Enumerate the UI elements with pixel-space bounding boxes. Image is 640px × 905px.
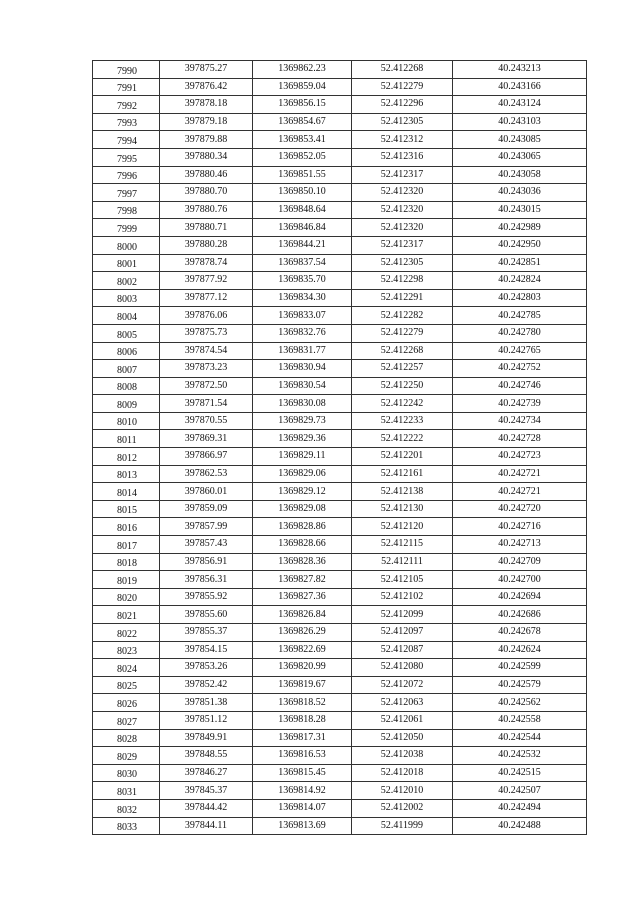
longitude-cell: 40.243213 bbox=[453, 61, 587, 79]
point-number-cell: 8018 bbox=[93, 553, 160, 571]
latitude-cell: 52.412038 bbox=[352, 747, 453, 765]
point-number-cell: 7997 bbox=[93, 184, 160, 202]
y-coordinate-cell: 1369853.41 bbox=[253, 131, 352, 149]
longitude-cell: 40.242507 bbox=[453, 782, 587, 800]
latitude-cell: 52.412279 bbox=[352, 78, 453, 96]
point-number-cell: 8019 bbox=[93, 571, 160, 589]
table-row bbox=[93, 764, 587, 782]
latitude-cell: 52.412087 bbox=[352, 641, 453, 659]
longitude-cell: 40.242723 bbox=[453, 448, 587, 466]
x-coordinate-cell: 397880.34 bbox=[160, 148, 253, 166]
x-coordinate-cell: 397862.53 bbox=[160, 465, 253, 483]
latitude-cell: 52.412080 bbox=[352, 659, 453, 677]
longitude-cell: 40.242579 bbox=[453, 676, 587, 694]
longitude-cell: 40.242544 bbox=[453, 729, 587, 747]
longitude-cell: 40.242599 bbox=[453, 659, 587, 677]
latitude-cell: 52.412279 bbox=[352, 324, 453, 342]
table-row bbox=[93, 782, 587, 800]
point-number-cell: 8032 bbox=[93, 799, 160, 817]
table-row bbox=[93, 676, 587, 694]
point-number-cell: 8003 bbox=[93, 289, 160, 307]
table-row bbox=[93, 430, 587, 448]
table-row bbox=[93, 711, 587, 729]
latitude-cell: 52.412320 bbox=[352, 201, 453, 219]
y-coordinate-cell: 1369829.73 bbox=[253, 412, 352, 430]
longitude-cell: 40.242721 bbox=[453, 483, 587, 501]
latitude-cell: 52.412257 bbox=[352, 360, 453, 378]
latitude-cell: 52.412010 bbox=[352, 782, 453, 800]
y-coordinate-cell: 1369837.54 bbox=[253, 254, 352, 272]
x-coordinate-cell: 397860.01 bbox=[160, 483, 253, 501]
point-number-cell: 8000 bbox=[93, 236, 160, 254]
latitude-cell: 52.412305 bbox=[352, 254, 453, 272]
point-number-cell: 7996 bbox=[93, 166, 160, 184]
latitude-cell: 52.412312 bbox=[352, 131, 453, 149]
point-number-cell: 8028 bbox=[93, 729, 160, 747]
table-row bbox=[93, 747, 587, 765]
table-row bbox=[93, 606, 587, 624]
x-coordinate-cell: 397876.42 bbox=[160, 78, 253, 96]
x-coordinate-cell: 397877.12 bbox=[160, 289, 253, 307]
y-coordinate-cell: 1369814.07 bbox=[253, 799, 352, 817]
point-number-cell: 7998 bbox=[93, 201, 160, 219]
longitude-cell: 40.242700 bbox=[453, 571, 587, 589]
point-number-cell: 8026 bbox=[93, 694, 160, 712]
x-coordinate-cell: 397875.27 bbox=[160, 61, 253, 79]
point-number-cell: 8010 bbox=[93, 412, 160, 430]
latitude-cell: 52.412291 bbox=[352, 289, 453, 307]
longitude-cell: 40.242780 bbox=[453, 324, 587, 342]
point-number-cell: 8029 bbox=[93, 747, 160, 765]
x-coordinate-cell: 397851.12 bbox=[160, 711, 253, 729]
y-coordinate-cell: 1369835.70 bbox=[253, 272, 352, 290]
y-coordinate-cell: 1369820.99 bbox=[253, 659, 352, 677]
longitude-cell: 40.243103 bbox=[453, 113, 587, 131]
x-coordinate-cell: 397866.97 bbox=[160, 448, 253, 466]
y-coordinate-cell: 1369828.66 bbox=[253, 536, 352, 554]
longitude-cell: 40.242716 bbox=[453, 518, 587, 536]
x-coordinate-cell: 397879.18 bbox=[160, 113, 253, 131]
latitude-cell: 52.412050 bbox=[352, 729, 453, 747]
point-number-cell: 7995 bbox=[93, 148, 160, 166]
y-coordinate-cell: 1369814.92 bbox=[253, 782, 352, 800]
y-coordinate-cell: 1369859.04 bbox=[253, 78, 352, 96]
latitude-cell: 52.412233 bbox=[352, 412, 453, 430]
longitude-cell: 40.242803 bbox=[453, 289, 587, 307]
table-row bbox=[93, 148, 587, 166]
table-row bbox=[93, 324, 587, 342]
table-row bbox=[93, 166, 587, 184]
table-row bbox=[93, 236, 587, 254]
y-coordinate-cell: 1369818.28 bbox=[253, 711, 352, 729]
longitude-cell: 40.242694 bbox=[453, 588, 587, 606]
x-coordinate-cell: 397880.70 bbox=[160, 184, 253, 202]
longitude-cell: 40.243065 bbox=[453, 148, 587, 166]
table-row bbox=[93, 272, 587, 290]
latitude-cell: 52.412268 bbox=[352, 342, 453, 360]
point-number-cell: 8025 bbox=[93, 676, 160, 694]
x-coordinate-cell: 397844.42 bbox=[160, 799, 253, 817]
x-coordinate-cell: 397876.06 bbox=[160, 307, 253, 325]
y-coordinate-cell: 1369826.29 bbox=[253, 624, 352, 642]
latitude-cell: 52.412099 bbox=[352, 606, 453, 624]
point-number-cell: 8021 bbox=[93, 606, 160, 624]
x-coordinate-cell: 397878.18 bbox=[160, 96, 253, 114]
longitude-cell: 40.243058 bbox=[453, 166, 587, 184]
table-row bbox=[93, 817, 587, 835]
y-coordinate-cell: 1369818.52 bbox=[253, 694, 352, 712]
x-coordinate-cell: 397853.26 bbox=[160, 659, 253, 677]
coordinate-table bbox=[92, 60, 587, 835]
point-number-cell: 8006 bbox=[93, 342, 160, 360]
x-coordinate-cell: 397878.74 bbox=[160, 254, 253, 272]
latitude-cell: 52.412305 bbox=[352, 113, 453, 131]
latitude-cell: 52.412268 bbox=[352, 61, 453, 79]
latitude-cell: 52.412320 bbox=[352, 219, 453, 237]
point-number-cell: 8013 bbox=[93, 465, 160, 483]
x-coordinate-cell: 397849.91 bbox=[160, 729, 253, 747]
y-coordinate-cell: 1369829.36 bbox=[253, 430, 352, 448]
y-coordinate-cell: 1369827.36 bbox=[253, 588, 352, 606]
x-coordinate-cell: 397857.43 bbox=[160, 536, 253, 554]
y-coordinate-cell: 1369852.05 bbox=[253, 148, 352, 166]
y-coordinate-cell: 1369829.06 bbox=[253, 465, 352, 483]
x-coordinate-cell: 397877.92 bbox=[160, 272, 253, 290]
x-coordinate-cell: 397855.60 bbox=[160, 606, 253, 624]
y-coordinate-cell: 1369816.53 bbox=[253, 747, 352, 765]
latitude-cell: 52.412201 bbox=[352, 448, 453, 466]
table-row bbox=[93, 184, 587, 202]
x-coordinate-cell: 397845.37 bbox=[160, 782, 253, 800]
point-number-cell: 8015 bbox=[93, 500, 160, 518]
point-number-cell: 8030 bbox=[93, 764, 160, 782]
latitude-cell: 52.412097 bbox=[352, 624, 453, 642]
y-coordinate-cell: 1369832.76 bbox=[253, 324, 352, 342]
coordinate-table-body bbox=[93, 61, 587, 835]
x-coordinate-cell: 397874.54 bbox=[160, 342, 253, 360]
point-number-cell: 8005 bbox=[93, 324, 160, 342]
x-coordinate-cell: 397851.38 bbox=[160, 694, 253, 712]
table-row bbox=[93, 78, 587, 96]
point-number-cell: 8016 bbox=[93, 518, 160, 536]
table-row bbox=[93, 342, 587, 360]
table-row bbox=[93, 483, 587, 501]
point-number-cell: 8014 bbox=[93, 483, 160, 501]
table-row bbox=[93, 448, 587, 466]
point-number-cell: 7991 bbox=[93, 78, 160, 96]
latitude-cell: 52.412002 bbox=[352, 799, 453, 817]
longitude-cell: 40.242488 bbox=[453, 817, 587, 835]
point-number-cell: 8011 bbox=[93, 430, 160, 448]
longitude-cell: 40.242765 bbox=[453, 342, 587, 360]
x-coordinate-cell: 397857.99 bbox=[160, 518, 253, 536]
point-number-cell: 8027 bbox=[93, 711, 160, 729]
y-coordinate-cell: 1369854.67 bbox=[253, 113, 352, 131]
y-coordinate-cell: 1369846.84 bbox=[253, 219, 352, 237]
y-coordinate-cell: 1369830.54 bbox=[253, 377, 352, 395]
longitude-cell: 40.242532 bbox=[453, 747, 587, 765]
latitude-cell: 52.412320 bbox=[352, 184, 453, 202]
table-row bbox=[93, 659, 587, 677]
x-coordinate-cell: 397854.15 bbox=[160, 641, 253, 659]
point-number-cell: 8022 bbox=[93, 624, 160, 642]
x-coordinate-cell: 397846.27 bbox=[160, 764, 253, 782]
x-coordinate-cell: 397844.11 bbox=[160, 817, 253, 835]
x-coordinate-cell: 397870.55 bbox=[160, 412, 253, 430]
table-row bbox=[93, 377, 587, 395]
x-coordinate-cell: 397855.92 bbox=[160, 588, 253, 606]
table-row bbox=[93, 588, 587, 606]
x-coordinate-cell: 397880.46 bbox=[160, 166, 253, 184]
table-row bbox=[93, 729, 587, 747]
latitude-cell: 52.412242 bbox=[352, 395, 453, 413]
longitude-cell: 40.243015 bbox=[453, 201, 587, 219]
latitude-cell: 52.412250 bbox=[352, 377, 453, 395]
x-coordinate-cell: 397880.28 bbox=[160, 236, 253, 254]
table-row bbox=[93, 571, 587, 589]
table-row bbox=[93, 500, 587, 518]
latitude-cell: 52.412296 bbox=[352, 96, 453, 114]
x-coordinate-cell: 397879.88 bbox=[160, 131, 253, 149]
x-coordinate-cell: 397871.54 bbox=[160, 395, 253, 413]
longitude-cell: 40.242721 bbox=[453, 465, 587, 483]
longitude-cell: 40.242562 bbox=[453, 694, 587, 712]
latitude-cell: 52.412161 bbox=[352, 465, 453, 483]
table-row bbox=[93, 553, 587, 571]
x-coordinate-cell: 397855.37 bbox=[160, 624, 253, 642]
y-coordinate-cell: 1369831.77 bbox=[253, 342, 352, 360]
table-row bbox=[93, 694, 587, 712]
y-coordinate-cell: 1369862.23 bbox=[253, 61, 352, 79]
longitude-cell: 40.242950 bbox=[453, 236, 587, 254]
latitude-cell: 52.412298 bbox=[352, 272, 453, 290]
latitude-cell: 52.412282 bbox=[352, 307, 453, 325]
point-number-cell: 8004 bbox=[93, 307, 160, 325]
point-number-cell: 8002 bbox=[93, 272, 160, 290]
latitude-cell: 52.412316 bbox=[352, 148, 453, 166]
point-number-cell: 7992 bbox=[93, 96, 160, 114]
latitude-cell: 52.412317 bbox=[352, 166, 453, 184]
x-coordinate-cell: 397852.42 bbox=[160, 676, 253, 694]
longitude-cell: 40.243085 bbox=[453, 131, 587, 149]
longitude-cell: 40.243036 bbox=[453, 184, 587, 202]
x-coordinate-cell: 397869.31 bbox=[160, 430, 253, 448]
table-row bbox=[93, 219, 587, 237]
point-number-cell: 7999 bbox=[93, 219, 160, 237]
longitude-cell: 40.242558 bbox=[453, 711, 587, 729]
table-row bbox=[93, 131, 587, 149]
longitude-cell: 40.242720 bbox=[453, 500, 587, 518]
latitude-cell: 52.412111 bbox=[352, 553, 453, 571]
x-coordinate-cell: 397856.91 bbox=[160, 553, 253, 571]
x-coordinate-cell: 397880.71 bbox=[160, 219, 253, 237]
table-row bbox=[93, 395, 587, 413]
y-coordinate-cell: 1369827.82 bbox=[253, 571, 352, 589]
latitude-cell: 52.412120 bbox=[352, 518, 453, 536]
longitude-cell: 40.242989 bbox=[453, 219, 587, 237]
longitude-cell: 40.242709 bbox=[453, 553, 587, 571]
point-number-cell: 8024 bbox=[93, 659, 160, 677]
point-number-cell: 8008 bbox=[93, 377, 160, 395]
longitude-cell: 40.243124 bbox=[453, 96, 587, 114]
table-row bbox=[93, 518, 587, 536]
longitude-cell: 40.243166 bbox=[453, 78, 587, 96]
y-coordinate-cell: 1369833.07 bbox=[253, 307, 352, 325]
table-row bbox=[93, 536, 587, 554]
point-number-cell: 8023 bbox=[93, 641, 160, 659]
longitude-cell: 40.242624 bbox=[453, 641, 587, 659]
latitude-cell: 52.412115 bbox=[352, 536, 453, 554]
y-coordinate-cell: 1369819.67 bbox=[253, 676, 352, 694]
longitude-cell: 40.242824 bbox=[453, 272, 587, 290]
table-row bbox=[93, 289, 587, 307]
longitude-cell: 40.242713 bbox=[453, 536, 587, 554]
y-coordinate-cell: 1369851.55 bbox=[253, 166, 352, 184]
latitude-cell: 52.412063 bbox=[352, 694, 453, 712]
longitude-cell: 40.242746 bbox=[453, 377, 587, 395]
latitude-cell: 52.412018 bbox=[352, 764, 453, 782]
latitude-cell: 52.412317 bbox=[352, 236, 453, 254]
y-coordinate-cell: 1369850.10 bbox=[253, 184, 352, 202]
table-row bbox=[93, 360, 587, 378]
table-row bbox=[93, 641, 587, 659]
point-number-cell: 7993 bbox=[93, 113, 160, 131]
x-coordinate-cell: 397880.76 bbox=[160, 201, 253, 219]
table-row bbox=[93, 61, 587, 79]
y-coordinate-cell: 1369813.69 bbox=[253, 817, 352, 835]
longitude-cell: 40.242678 bbox=[453, 624, 587, 642]
x-coordinate-cell: 397856.31 bbox=[160, 571, 253, 589]
point-number-cell: 8012 bbox=[93, 448, 160, 466]
latitude-cell: 52.412102 bbox=[352, 588, 453, 606]
point-number-cell: 8020 bbox=[93, 588, 160, 606]
table-row bbox=[93, 254, 587, 272]
longitude-cell: 40.242686 bbox=[453, 606, 587, 624]
table-row bbox=[93, 624, 587, 642]
x-coordinate-cell: 397875.73 bbox=[160, 324, 253, 342]
longitude-cell: 40.242728 bbox=[453, 430, 587, 448]
x-coordinate-cell: 397859.09 bbox=[160, 500, 253, 518]
longitude-cell: 40.242515 bbox=[453, 764, 587, 782]
y-coordinate-cell: 1369830.94 bbox=[253, 360, 352, 378]
y-coordinate-cell: 1369817.31 bbox=[253, 729, 352, 747]
y-coordinate-cell: 1369828.86 bbox=[253, 518, 352, 536]
y-coordinate-cell: 1369834.30 bbox=[253, 289, 352, 307]
y-coordinate-cell: 1369844.21 bbox=[253, 236, 352, 254]
point-number-cell: 8007 bbox=[93, 360, 160, 378]
longitude-cell: 40.242494 bbox=[453, 799, 587, 817]
y-coordinate-cell: 1369829.08 bbox=[253, 500, 352, 518]
table-row bbox=[93, 307, 587, 325]
table-row bbox=[93, 96, 587, 114]
latitude-cell: 52.411999 bbox=[352, 817, 453, 835]
y-coordinate-cell: 1369829.11 bbox=[253, 448, 352, 466]
point-number-cell: 8001 bbox=[93, 254, 160, 272]
longitude-cell: 40.242739 bbox=[453, 395, 587, 413]
y-coordinate-cell: 1369856.15 bbox=[253, 96, 352, 114]
point-number-cell: 8017 bbox=[93, 536, 160, 554]
table-row bbox=[93, 201, 587, 219]
table-row bbox=[93, 113, 587, 131]
table-row bbox=[93, 412, 587, 430]
y-coordinate-cell: 1369848.64 bbox=[253, 201, 352, 219]
x-coordinate-cell: 397873.23 bbox=[160, 360, 253, 378]
y-coordinate-cell: 1369830.08 bbox=[253, 395, 352, 413]
latitude-cell: 52.412222 bbox=[352, 430, 453, 448]
latitude-cell: 52.412105 bbox=[352, 571, 453, 589]
point-number-cell: 7990 bbox=[93, 61, 160, 79]
point-number-cell: 8033 bbox=[93, 817, 160, 835]
longitude-cell: 40.242785 bbox=[453, 307, 587, 325]
latitude-cell: 52.412061 bbox=[352, 711, 453, 729]
table-row bbox=[93, 799, 587, 817]
longitude-cell: 40.242752 bbox=[453, 360, 587, 378]
longitude-cell: 40.242734 bbox=[453, 412, 587, 430]
x-coordinate-cell: 397848.55 bbox=[160, 747, 253, 765]
table-row bbox=[93, 465, 587, 483]
y-coordinate-cell: 1369815.45 bbox=[253, 764, 352, 782]
longitude-cell: 40.242851 bbox=[453, 254, 587, 272]
y-coordinate-cell: 1369822.69 bbox=[253, 641, 352, 659]
y-coordinate-cell: 1369826.84 bbox=[253, 606, 352, 624]
latitude-cell: 52.412072 bbox=[352, 676, 453, 694]
y-coordinate-cell: 1369828.36 bbox=[253, 553, 352, 571]
x-coordinate-cell: 397872.50 bbox=[160, 377, 253, 395]
latitude-cell: 52.412130 bbox=[352, 500, 453, 518]
y-coordinate-cell: 1369829.12 bbox=[253, 483, 352, 501]
point-number-cell: 8031 bbox=[93, 782, 160, 800]
point-number-cell: 7994 bbox=[93, 131, 160, 149]
latitude-cell: 52.412138 bbox=[352, 483, 453, 501]
point-number-cell: 8009 bbox=[93, 395, 160, 413]
